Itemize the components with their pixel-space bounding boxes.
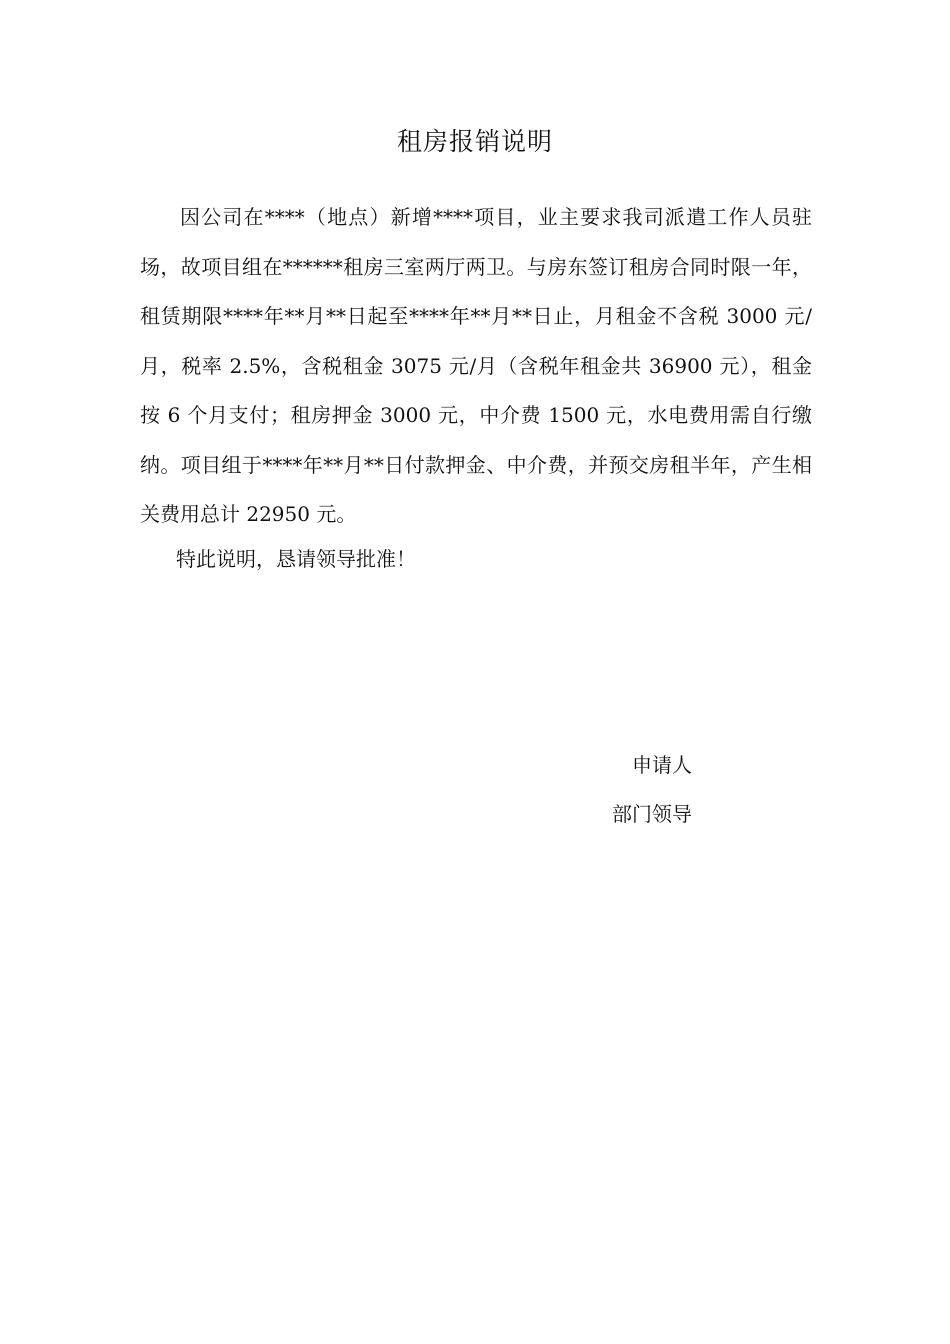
applicant-label: 申请人 [632, 753, 692, 777]
body-paragraph: 因公司在****（地点）新增****项目，业主要求我司派遣工作人员驻场，故项目组在******租房三室两厅两卫。与房东签订租房合同时限一年，租赁期限****年**月**日起至****年**月**日止，月租金不含税 3000 元/月，税率 2.5%，含税租金 3075 元/月（含税年租金共 36900 元），租金按 6 个月支付；租房押金 3000 元，中介费 1500 元，水电费用需自行缴纳。项目组于****年**月**日付款押金、中介费，并预交房租半年，产生相关费用总计 22950 元。 [140, 205, 812, 526]
closing-line: 特此说明，恳请领导批准！ [176, 547, 416, 571]
document-title: 租房报销说明 [396, 127, 553, 156]
department-leader-label: 部门领导 [612, 802, 692, 826]
